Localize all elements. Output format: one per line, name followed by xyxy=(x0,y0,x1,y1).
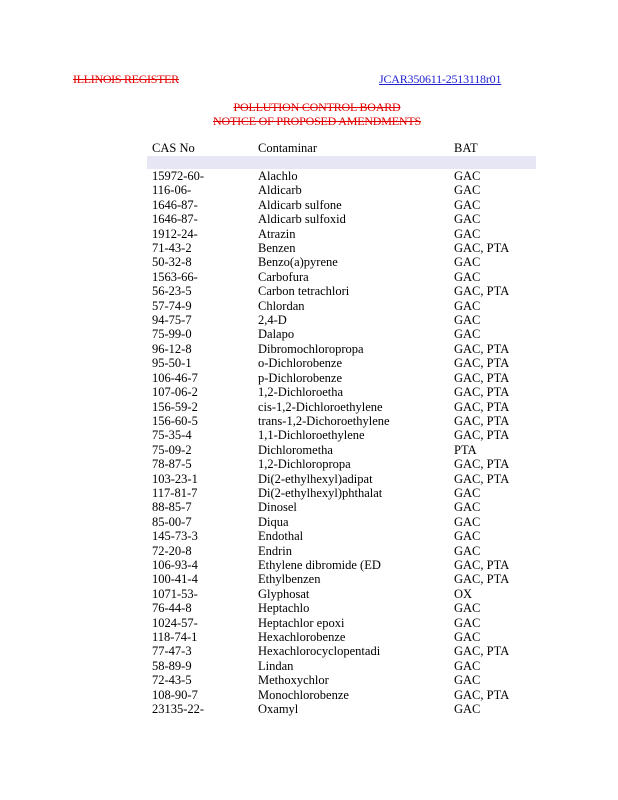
bat-cell-text: GAC, PTA xyxy=(454,471,510,486)
cas-cell-text: 106-46-7 xyxy=(152,370,198,385)
cas-cell-text: 75-35-4 xyxy=(152,428,192,443)
table-row xyxy=(152,587,509,601)
contaminant-cell-text: Ethylene dibromide (ED xyxy=(258,557,381,572)
contaminant-cell xyxy=(258,385,454,399)
bat-cell xyxy=(454,169,509,183)
cas-cell-text: 103-23-1 xyxy=(152,471,198,486)
bat-cell xyxy=(454,428,509,442)
table-row xyxy=(152,644,509,658)
bat-cell-text: GAC, PTA xyxy=(454,572,510,587)
cas-cell xyxy=(152,659,258,673)
contaminant-cell xyxy=(258,443,454,457)
bat-cell xyxy=(454,587,509,601)
contaminant-cell xyxy=(258,659,454,673)
bat-cell-text: OX xyxy=(454,586,473,601)
bat-cell xyxy=(454,529,509,543)
cas-cell-text: 15972-60- xyxy=(152,169,205,183)
bat-cell-text: GAC xyxy=(454,169,481,183)
table-row xyxy=(152,601,509,615)
table-row xyxy=(152,198,509,212)
contaminant-cell xyxy=(258,630,454,644)
table-row xyxy=(152,659,509,673)
bat-cell xyxy=(454,659,509,673)
bat-cell xyxy=(454,212,509,226)
cas-cell xyxy=(152,443,258,457)
contaminant-cell xyxy=(258,587,454,601)
cas-cell xyxy=(152,342,258,356)
table-row xyxy=(152,443,509,457)
contaminant-cell-text: Monochlorobenze xyxy=(258,687,349,702)
contaminant-cell xyxy=(258,299,454,313)
cas-cell-text: 57-74-9 xyxy=(152,298,192,313)
cas-cell-text: 95-50-1 xyxy=(152,356,192,371)
bat-cell-text: GAC xyxy=(454,212,481,227)
cas-cell-text: 1563-66- xyxy=(152,269,198,284)
column-header-bat: BAT xyxy=(454,141,478,155)
bat-cell xyxy=(454,327,509,341)
contaminant-cell xyxy=(258,572,454,586)
contaminant-cell-text: Aldicarb sulfoxid xyxy=(258,212,346,227)
bat-cell-text: GAC xyxy=(454,514,481,529)
bat-cell-text: GAC, PTA xyxy=(454,399,510,414)
contaminant-cell-text: Ethylbenzen xyxy=(258,572,321,587)
cas-cell-text: 116-06- xyxy=(152,183,192,198)
cas-cell xyxy=(152,169,258,183)
contaminant-cell-text: 1,2-Dichloroetha xyxy=(258,385,344,400)
cas-cell xyxy=(152,673,258,687)
contaminant-cell-text: Lindan xyxy=(258,658,294,673)
table-row xyxy=(152,327,509,341)
contaminant-cell xyxy=(258,284,454,298)
bat-cell xyxy=(454,515,509,529)
table-row xyxy=(152,255,509,269)
bat-cell xyxy=(454,630,509,644)
contaminant-cell xyxy=(258,356,454,370)
contaminant-cell-text: 1,1-Dichloroethylene xyxy=(258,428,365,443)
cas-cell-text: 156-59-2 xyxy=(152,399,198,414)
bat-cell xyxy=(454,299,509,313)
contaminant-cell-text: trans-1,2-Dichoroethylene xyxy=(258,413,390,428)
table-row xyxy=(152,673,509,687)
contaminant-cell-text: Dichlorometha xyxy=(258,442,333,457)
table-row xyxy=(152,356,509,370)
table-row xyxy=(152,313,509,327)
cas-cell xyxy=(152,544,258,558)
bat-cell xyxy=(454,673,509,687)
cas-cell-text: 78-87-5 xyxy=(152,457,192,472)
bat-cell-text: PTA xyxy=(454,442,477,457)
contaminant-cell-text: p-Dichlorobenze xyxy=(258,370,342,385)
cas-cell xyxy=(152,241,258,255)
contaminant-cell xyxy=(258,601,454,615)
bat-cell-text: GAC xyxy=(454,500,481,515)
contaminant-cell xyxy=(258,183,454,197)
contaminant-cell xyxy=(258,616,454,630)
contaminant-cell-text: o-Dichlorobenze xyxy=(258,356,342,371)
contaminant-cell xyxy=(258,414,454,428)
contaminant-cell xyxy=(258,673,454,687)
bat-cell-text: GAC xyxy=(454,543,481,558)
contaminant-cell xyxy=(258,198,454,212)
cas-cell xyxy=(152,284,258,298)
contaminant-cell-text: Di(2-ethylhexyl)phthalat xyxy=(258,485,383,500)
table-row xyxy=(152,515,509,529)
contaminant-cell xyxy=(258,371,454,385)
cas-cell-text: 77-47-3 xyxy=(152,644,192,659)
contaminant-cell xyxy=(258,342,454,356)
contaminant-cell-text: Dalapo xyxy=(258,327,295,342)
header-band xyxy=(147,156,536,169)
table-row xyxy=(152,572,509,586)
cas-cell xyxy=(152,227,258,241)
cas-cell-text: 72-43-5 xyxy=(152,673,192,688)
table-row xyxy=(152,169,509,183)
cas-cell xyxy=(152,486,258,500)
cas-cell xyxy=(152,472,258,486)
bat-cell-text: GAC xyxy=(454,197,481,212)
bat-cell xyxy=(454,342,509,356)
table-row xyxy=(152,630,509,644)
bat-cell-text: GAC, PTA xyxy=(454,356,510,371)
bat-cell-text: GAC xyxy=(454,183,481,198)
bat-cell-text: GAC xyxy=(454,658,481,673)
contaminant-cell-text: 2,4-D xyxy=(258,313,287,328)
document-id-link[interactable]: JCAR350611-2513118r01 xyxy=(379,72,502,86)
cas-cell-text: 72-20-8 xyxy=(152,543,192,558)
cas-cell-text: 71-43-2 xyxy=(152,241,192,256)
bat-cell-text: GAC, PTA xyxy=(454,385,510,400)
bat-cell xyxy=(454,644,509,658)
contaminant-cell-text: 1,2-Dichloropropa xyxy=(258,457,351,472)
contaminant-cell-text: Hexachlorocyclopentadi xyxy=(258,644,381,659)
bat-cell xyxy=(454,472,509,486)
contaminant-cell xyxy=(258,327,454,341)
table-row xyxy=(152,270,509,284)
contaminant-cell xyxy=(258,212,454,226)
column-header-cas: CAS No xyxy=(152,141,195,155)
bat-cell xyxy=(454,227,509,241)
bat-cell xyxy=(454,198,509,212)
cas-cell xyxy=(152,327,258,341)
cas-cell-text: 75-99-0 xyxy=(152,327,192,342)
cas-cell-text: 100-41-4 xyxy=(152,572,198,587)
cas-cell xyxy=(152,529,258,543)
bat-cell xyxy=(454,544,509,558)
cas-cell xyxy=(152,270,258,284)
bat-cell xyxy=(454,688,509,702)
bat-cell xyxy=(454,255,509,269)
cas-cell-text: 56-23-5 xyxy=(152,284,192,299)
bat-cell xyxy=(454,702,509,716)
contaminant-cell xyxy=(258,241,454,255)
cas-cell xyxy=(152,515,258,529)
table-row xyxy=(152,702,509,716)
contaminant-cell-text: Heptachlor epoxi xyxy=(258,615,345,630)
bat-cell-text: GAC xyxy=(454,327,481,342)
board-title: POLLUTION CONTROL BOARD xyxy=(233,100,401,114)
bat-cell-text: GAC xyxy=(454,673,481,688)
bat-cell-text: GAC xyxy=(454,630,481,644)
bat-cell xyxy=(454,414,509,428)
cas-cell-text: 88-85-7 xyxy=(152,500,192,515)
table-row xyxy=(152,428,509,442)
contaminant-cell xyxy=(258,227,454,241)
contaminant-cell-text: Dibromochloropropa xyxy=(258,341,364,356)
contaminant-cell-text: Dinosel xyxy=(258,500,297,515)
table-row xyxy=(152,414,509,428)
cas-cell-text: 75-09-2 xyxy=(152,442,192,457)
cas-cell-text: 85-00-7 xyxy=(152,514,192,529)
table-row xyxy=(152,500,509,514)
contaminant-cell-text: Benzen xyxy=(258,241,296,256)
bat-cell xyxy=(454,400,509,414)
cas-cell xyxy=(152,601,258,615)
cas-cell xyxy=(152,299,258,313)
cas-cell xyxy=(152,702,258,716)
contaminant-cell xyxy=(258,255,454,269)
table-row xyxy=(152,457,509,471)
contaminant-cell xyxy=(258,500,454,514)
bat-cell-text: GAC, PTA xyxy=(454,687,510,702)
table-row xyxy=(152,342,509,356)
cas-cell xyxy=(152,212,258,226)
bat-cell xyxy=(454,241,509,255)
contaminant-cell xyxy=(258,400,454,414)
contaminant-cell-text: Aldicarb xyxy=(258,183,302,198)
table-row xyxy=(152,558,509,572)
contaminant-cell xyxy=(258,644,454,658)
bat-cell-text: GAC xyxy=(454,529,481,544)
cas-cell-text: 96-12-8 xyxy=(152,341,192,356)
bat-cell-text: GAC, PTA xyxy=(454,413,510,428)
bat-cell-text: GAC xyxy=(454,702,481,717)
cas-cell xyxy=(152,587,258,601)
bat-cell-text: GAC, PTA xyxy=(454,284,510,299)
cas-cell-text: 1024-57- xyxy=(152,615,198,630)
contaminant-cell-text: Diqua xyxy=(258,514,289,529)
bat-cell-text: GAC xyxy=(454,485,481,500)
contaminant-cell-text: Endrin xyxy=(258,543,293,558)
table-row xyxy=(152,616,509,630)
cas-cell-text: 1912-24- xyxy=(152,226,198,241)
contaminant-cell xyxy=(258,515,454,529)
cas-cell xyxy=(152,183,258,197)
bat-cell xyxy=(454,385,509,399)
contaminant-cell-text: Heptachlo xyxy=(258,601,310,616)
contaminant-cell-text: Glyphosat xyxy=(258,586,310,601)
bat-cell-text: GAC, PTA xyxy=(454,241,510,256)
table-row xyxy=(152,472,509,486)
cas-cell-text: 118-74-1 xyxy=(152,630,198,644)
table-row xyxy=(152,688,509,702)
cas-cell xyxy=(152,616,258,630)
table-row xyxy=(152,299,509,313)
bat-cell xyxy=(454,572,509,586)
bat-cell-text: GAC, PTA xyxy=(454,644,510,659)
contaminant-table xyxy=(152,169,509,716)
table-row xyxy=(152,544,509,558)
bat-cell-text: GAC xyxy=(454,226,481,241)
bat-cell xyxy=(454,284,509,298)
contaminant-cell xyxy=(258,270,454,284)
cas-cell-text: 94-75-7 xyxy=(152,313,192,328)
contaminant-cell-text: Atrazin xyxy=(258,226,296,241)
bat-cell xyxy=(454,500,509,514)
cas-cell xyxy=(152,255,258,269)
contaminant-cell-text: Aldicarb sulfone xyxy=(258,197,342,212)
notice-title: NOTICE OF PROPOSED AMENDMENTS xyxy=(213,114,421,128)
contaminant-cell-text: Benzo(a)pyrene xyxy=(258,255,338,270)
table-row xyxy=(152,529,509,543)
bat-cell-text: GAC, PTA xyxy=(454,557,510,572)
table-row xyxy=(152,227,509,241)
table-row xyxy=(152,400,509,414)
contaminant-cell xyxy=(258,313,454,327)
bat-cell-text: GAC xyxy=(454,269,481,284)
table-row xyxy=(152,385,509,399)
contaminant-cell xyxy=(258,558,454,572)
contaminant-cell-text: Endothal xyxy=(258,529,304,544)
contaminant-cell-text: Alachlo xyxy=(258,169,298,183)
cas-cell xyxy=(152,457,258,471)
contaminant-cell xyxy=(258,472,454,486)
bat-cell-text: GAC, PTA xyxy=(454,341,510,356)
contaminant-cell xyxy=(258,688,454,702)
cas-cell-text: 107-06-2 xyxy=(152,385,198,400)
cas-cell xyxy=(152,688,258,702)
contaminant-cell-text: Methoxychlor xyxy=(258,673,329,688)
bat-cell-text: GAC xyxy=(454,313,481,328)
contaminant-cell-text: Chlordan xyxy=(258,298,305,313)
bat-cell xyxy=(454,313,509,327)
contaminant-cell-text: Oxamyl xyxy=(258,702,299,717)
contaminant-cell xyxy=(258,702,454,716)
bat-cell-text: GAC, PTA xyxy=(454,457,510,472)
bat-cell-text: GAC, PTA xyxy=(454,428,510,443)
bat-cell xyxy=(454,270,509,284)
cas-cell-text: 76-44-8 xyxy=(152,601,192,616)
contaminant-cell-text: cis-1,2-Dichloroethylene xyxy=(258,399,383,414)
cas-cell xyxy=(152,644,258,658)
cas-cell-text: 50-32-8 xyxy=(152,255,192,270)
cas-cell xyxy=(152,198,258,212)
cas-cell xyxy=(152,572,258,586)
bat-cell xyxy=(454,616,509,630)
cas-cell-text: 106-93-4 xyxy=(152,557,198,572)
bat-cell xyxy=(454,356,509,370)
contaminant-cell xyxy=(258,529,454,543)
cas-cell-text: 23135-22- xyxy=(152,702,205,717)
bat-cell-text: GAC xyxy=(454,601,481,616)
cas-cell xyxy=(152,558,258,572)
cas-cell-text: 145-73-3 xyxy=(152,529,198,544)
table-row xyxy=(152,241,509,255)
table-row xyxy=(152,371,509,385)
cas-cell-text: 1646-87- xyxy=(152,212,198,227)
contaminant-cell xyxy=(258,486,454,500)
table-row xyxy=(152,212,509,226)
contaminant-cell xyxy=(258,457,454,471)
contaminant-cell-text: Carbon tetrachlori xyxy=(258,284,350,299)
cas-cell xyxy=(152,400,258,414)
contaminant-cell-text: Carbofura xyxy=(258,269,309,284)
contaminant-cell xyxy=(258,428,454,442)
cas-cell-text: 156-60-5 xyxy=(152,413,198,428)
cas-cell-text: 1646-87- xyxy=(152,197,198,212)
cas-cell-text: 1071-53- xyxy=(152,586,198,601)
bat-cell xyxy=(454,371,509,385)
bat-cell-text: GAC xyxy=(454,615,481,630)
cas-cell xyxy=(152,414,258,428)
bat-cell xyxy=(454,558,509,572)
column-header-contaminant: Contaminar xyxy=(258,141,318,155)
bat-cell xyxy=(454,486,509,500)
cas-cell xyxy=(152,356,258,370)
bat-cell-text: GAC xyxy=(454,298,481,313)
table-row xyxy=(152,284,509,298)
table-row xyxy=(152,183,509,197)
cas-cell xyxy=(152,385,258,399)
contaminant-cell-text: Hexachlorobenze xyxy=(258,630,346,644)
bat-cell xyxy=(454,457,509,471)
bat-cell-text: GAC xyxy=(454,255,481,270)
register-header: ILLINOIS REGISTER xyxy=(73,72,179,86)
bat-cell xyxy=(454,601,509,615)
cas-cell xyxy=(152,630,258,644)
cas-cell-text: 58-89-9 xyxy=(152,658,192,673)
cas-cell xyxy=(152,313,258,327)
cas-cell xyxy=(152,371,258,385)
cas-cell xyxy=(152,500,258,514)
contaminant-cell xyxy=(258,169,454,183)
contaminant-cell xyxy=(258,544,454,558)
contaminant-cell-text: Di(2-ethylhexyl)adipat xyxy=(258,471,373,486)
table-row xyxy=(152,486,509,500)
bat-cell xyxy=(454,443,509,457)
cas-cell-text: 108-90-7 xyxy=(152,687,198,702)
cas-cell-text: 117-81-7 xyxy=(152,485,198,500)
bat-cell xyxy=(454,183,509,197)
cas-cell xyxy=(152,428,258,442)
bat-cell-text: GAC, PTA xyxy=(454,370,510,385)
